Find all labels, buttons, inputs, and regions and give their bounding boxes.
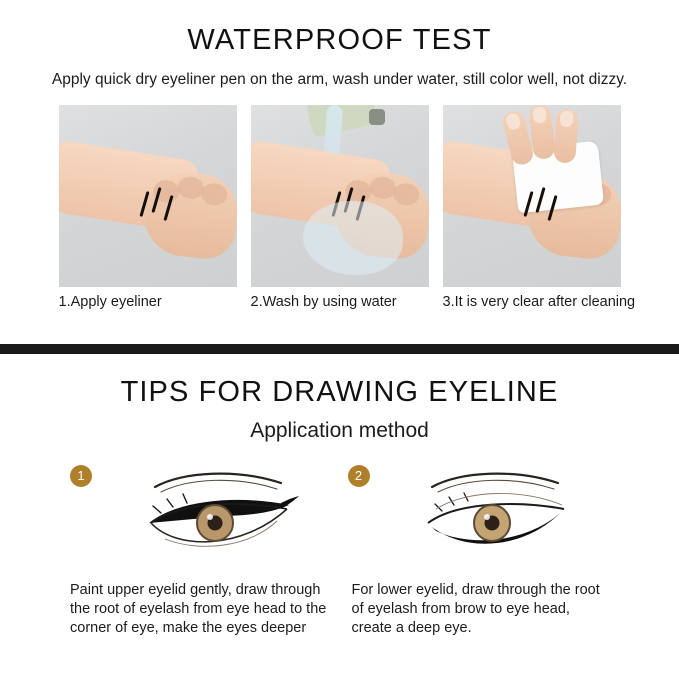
tips-row [0,461,679,638]
tip-item-2 [348,461,610,638]
tip-badge-1: 1 [70,465,92,487]
waterproof-subtitle: Apply quick dry eyeliner pen on the arm, wash under water, still color well, not dizzy. [51,71,628,88]
photo-caption-1: 1.Apply eyeliner [58,294,162,310]
knuckle-shape [392,182,420,207]
bottle-cap-shape [369,109,385,125]
knuckle-shape [368,176,396,201]
photo-caption-2: 2.Wash by using water [250,294,397,310]
photo-item-2 [251,105,429,310]
fingernail-shape [505,112,521,131]
photo-item-1 [59,105,237,310]
photo-wash-with-water [251,105,429,287]
section-divider [0,344,679,354]
knuckle-shape [176,176,204,201]
eye-diagram-upper-lid [100,461,332,561]
photo-after-cleaning [443,105,621,287]
tip-text-1: Paint upper eyelid gently, draw through the root of eyelash from eye head to the corner of eye, make the eyes deeper [70,582,327,636]
tip-illustration-1 [70,461,332,571]
tip-illustration-2 [348,461,610,571]
photo-item-3 [442,105,636,310]
photo-caption-3: 3.It is very clear after cleaning [442,294,636,310]
tip-item-1 [70,461,332,638]
waterproof-photo-row [0,105,679,310]
tips-title: TIPS FOR DRAWING EYELINE [120,376,559,408]
eye-lower-lid-icon [408,461,578,561]
tip-badge-2: 2 [348,465,370,487]
water-splash-shape [303,201,403,275]
fingernail-shape [559,111,573,128]
tip-text-2: For lower eyelid, draw through the root of eyelash from brow to eye head, create a deep eye. [351,582,600,636]
knuckle-shape [200,182,228,207]
tips-section [0,354,679,638]
eye-diagram-lower-lid [378,461,610,561]
finger-shape [553,108,579,163]
photo-apply-eyeliner [59,105,237,287]
page-title: WATERPROOF TEST [187,24,492,56]
fingernail-shape [532,107,547,124]
eye-upper-lid-icon [131,461,301,561]
tips-subtitle: Application method [250,419,429,442]
